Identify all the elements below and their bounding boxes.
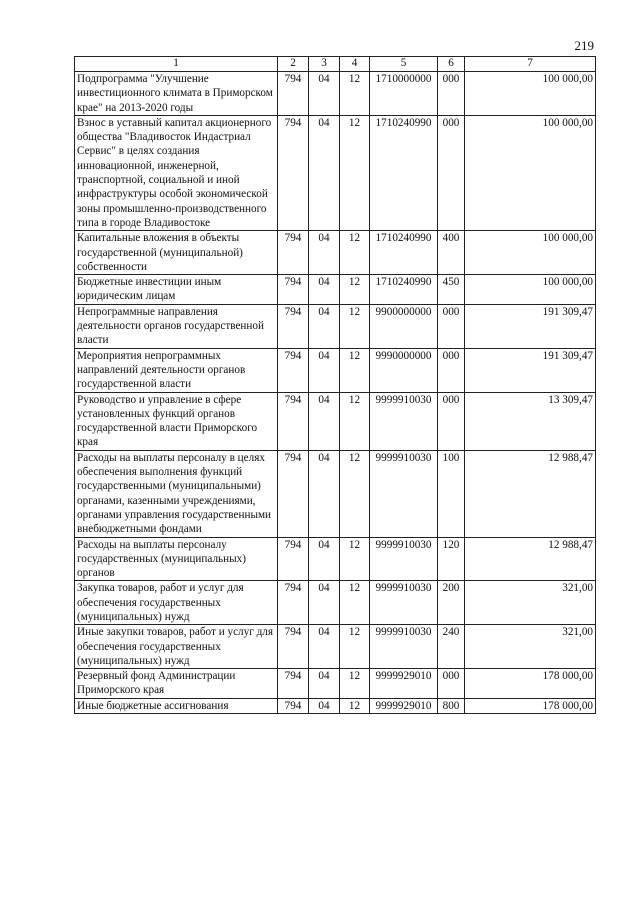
table-row (75, 537, 596, 581)
header-cell-5: 5 (370, 57, 438, 72)
code-cell-2: 794 (278, 450, 309, 537)
table-row (75, 231, 596, 275)
amount-cell: 100 000,00 (465, 115, 596, 230)
amount-cell: 100 000,00 (465, 231, 596, 275)
code-cell-3: 04 (309, 625, 340, 669)
item-name-cell: Капитальные вложения в объекты государственной (муниципальной) собственности (75, 231, 278, 275)
code-cell-4: 12 (340, 581, 370, 625)
table-row (75, 304, 596, 348)
table-row (75, 72, 596, 116)
header-cell-2: 2 (278, 57, 309, 72)
code-cell-4: 12 (340, 625, 370, 669)
code-cell-4: 12 (340, 348, 370, 392)
item-name-cell: Иные закупки товаров, работ и услуг для обеспечения государственных (муниципальных) нужд (75, 625, 278, 669)
code-cell-3: 04 (309, 537, 340, 581)
code-cell-2: 794 (278, 537, 309, 581)
code-cell-5: 9999910030 (370, 392, 438, 450)
code-cell-2: 794 (278, 231, 309, 275)
code-cell-6: 120 (438, 537, 465, 581)
code-cell-2: 794 (278, 275, 309, 305)
budget-table (74, 56, 596, 714)
code-cell-2: 794 (278, 392, 309, 450)
code-cell-5: 1710000000 (370, 72, 438, 116)
amount-cell: 178 000,00 (465, 698, 596, 713)
code-cell-5: 9999929010 (370, 698, 438, 713)
item-name-cell: Иные бюджетные ассигнования (75, 698, 278, 713)
header-row (75, 57, 596, 72)
code-cell-6: 200 (438, 581, 465, 625)
item-name-cell: Руководство и управление в сфере установленных функций органов государственной власти Приморского края (75, 392, 278, 450)
code-cell-3: 04 (309, 304, 340, 348)
table-row (75, 625, 596, 669)
table-row (75, 698, 596, 713)
code-cell-6: 000 (438, 304, 465, 348)
code-cell-4: 12 (340, 537, 370, 581)
code-cell-2: 794 (278, 698, 309, 713)
code-cell-5: 1710240990 (370, 115, 438, 230)
code-cell-4: 12 (340, 275, 370, 305)
code-cell-4: 12 (340, 231, 370, 275)
header-cell-1: 1 (75, 57, 278, 72)
code-cell-4: 12 (340, 72, 370, 116)
code-cell-2: 794 (278, 115, 309, 230)
item-name-cell: Расходы на выплаты персоналу государственных (муниципальных) органов (75, 537, 278, 581)
code-cell-4: 12 (340, 304, 370, 348)
code-cell-2: 794 (278, 72, 309, 116)
amount-cell: 13 309,47 (465, 392, 596, 450)
item-name-cell: Резервный фонд Администрации Приморского края (75, 669, 278, 699)
amount-cell: 321,00 (465, 625, 596, 669)
item-name-cell: Закупка товаров, работ и услуг для обеспечения государственных (муниципальных) нужд (75, 581, 278, 625)
code-cell-6: 000 (438, 72, 465, 116)
header-cell-7: 7 (465, 57, 596, 72)
code-cell-5: 9999910030 (370, 450, 438, 537)
code-cell-5: 9900000000 (370, 304, 438, 348)
code-cell-6: 240 (438, 625, 465, 669)
header-cell-6: 6 (438, 57, 465, 72)
item-name-cell: Расходы на выплаты персоналу в целях обеспечения выполнения функций государственными (муниципальными) органами, казенными учреждениями, органами управления государственными внебюджетными фондами (75, 450, 278, 537)
code-cell-6: 800 (438, 698, 465, 713)
code-cell-6: 450 (438, 275, 465, 305)
amount-cell: 12 988,47 (465, 537, 596, 581)
code-cell-5: 9990000000 (370, 348, 438, 392)
code-cell-6: 000 (438, 115, 465, 230)
table-row (75, 115, 596, 230)
table-row (75, 392, 596, 450)
item-name-cell: Непрограммные направления деятельности органов государственной власти (75, 304, 278, 348)
code-cell-5: 9999910030 (370, 625, 438, 669)
code-cell-6: 100 (438, 450, 465, 537)
table-row (75, 669, 596, 699)
code-cell-5: 9999929010 (370, 669, 438, 699)
code-cell-2: 794 (278, 669, 309, 699)
code-cell-6: 000 (438, 392, 465, 450)
table-row (75, 581, 596, 625)
code-cell-2: 794 (278, 348, 309, 392)
code-cell-3: 04 (309, 698, 340, 713)
table-header (75, 57, 596, 72)
code-cell-5: 9999910030 (370, 537, 438, 581)
code-cell-4: 12 (340, 115, 370, 230)
page-number: 219 (574, 38, 594, 53)
code-cell-3: 04 (309, 392, 340, 450)
code-cell-5: 9999910030 (370, 581, 438, 625)
item-name-cell: Подпрограмма "Улучшение инвестиционного климата в Приморском крае" на 2013-2020 годы (75, 72, 278, 116)
code-cell-5: 1710240990 (370, 231, 438, 275)
amount-cell: 191 309,47 (465, 304, 596, 348)
amount-cell: 100 000,00 (465, 275, 596, 305)
header-cell-4: 4 (340, 57, 370, 72)
code-cell-3: 04 (309, 581, 340, 625)
code-cell-3: 04 (309, 231, 340, 275)
amount-cell: 321,00 (465, 581, 596, 625)
table-row (75, 275, 596, 305)
item-name-cell: Взнос в уставный капитал акционерного общества "Владивосток Индастриал Сервис" в целях создания инновационной, инженерной, транспортной, социальной и иной инфраструктуры особой экономической зоны промышленно-производственного типа в городе Владивостоке (75, 115, 278, 230)
amount-cell: 191 309,47 (465, 348, 596, 392)
code-cell-3: 04 (309, 115, 340, 230)
code-cell-3: 04 (309, 450, 340, 537)
item-name-cell: Бюджетные инвестиции иным юридическим лицам (75, 275, 278, 305)
table-body (75, 72, 596, 714)
code-cell-4: 12 (340, 392, 370, 450)
table-row (75, 348, 596, 392)
code-cell-6: 000 (438, 348, 465, 392)
code-cell-2: 794 (278, 581, 309, 625)
code-cell-4: 12 (340, 669, 370, 699)
code-cell-3: 04 (309, 348, 340, 392)
code-cell-6: 400 (438, 231, 465, 275)
header-cell-3: 3 (309, 57, 340, 72)
code-cell-6: 000 (438, 669, 465, 699)
code-cell-2: 794 (278, 625, 309, 669)
code-cell-4: 12 (340, 450, 370, 537)
code-cell-3: 04 (309, 72, 340, 116)
code-cell-4: 12 (340, 698, 370, 713)
code-cell-3: 04 (309, 669, 340, 699)
amount-cell: 178 000,00 (465, 669, 596, 699)
code-cell-2: 794 (278, 304, 309, 348)
amount-cell: 12 988,47 (465, 450, 596, 537)
amount-cell: 100 000,00 (465, 72, 596, 116)
table-row (75, 450, 596, 537)
code-cell-3: 04 (309, 275, 340, 305)
code-cell-5: 1710240990 (370, 275, 438, 305)
item-name-cell: Мероприятия непрограммных направлений деятельности органов государственной власти (75, 348, 278, 392)
